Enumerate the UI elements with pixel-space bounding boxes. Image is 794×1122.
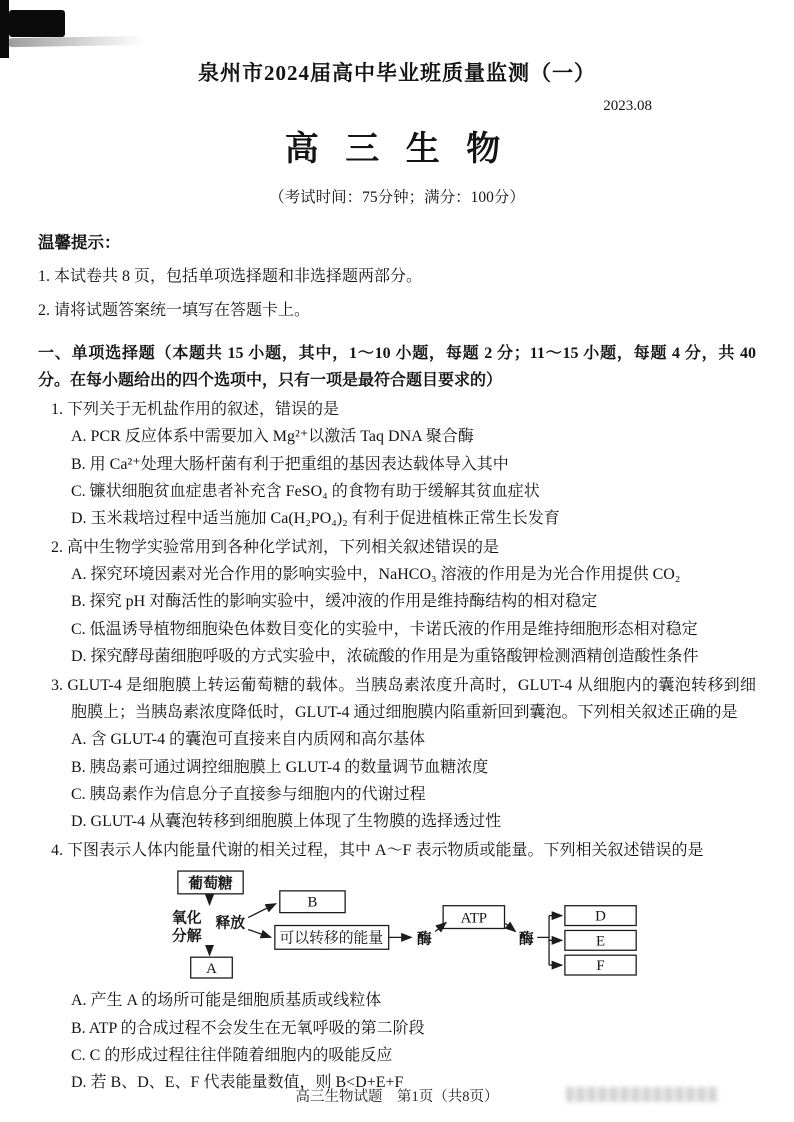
section-heading: 一、单项选择题（本题共 15 小题，其中，1～10 小题，每题 2 分；11～15 小题，每题 4 分，共 40 分。在每小题给出的四个选项中，只有一项是最符合题目要求的）: [38, 344, 756, 389]
question-2-option-d: D. 探究酵母菌细胞呼吸的方式实验中，浓硫酸的作用是为重铬酸钾检测酒精创造酸性条件: [71, 647, 699, 665]
arrow-to-b: [248, 904, 276, 918]
glucose-label: 葡萄糖: [188, 876, 233, 893]
question-2: [51, 534, 756, 670]
question-3-option-a: A. 含 GLUT-4 的囊泡可直接来自内质网和高尔基体: [71, 731, 426, 749]
question-1-option-d: D. 玉米栽培过程中适当施加 Ca(H₂PO₄)₂ 有利于促进植株正常生长发育: [71, 509, 560, 527]
question-4-option-b: B. ATP 的合成过程不会发生在无氧呼吸的第二阶段: [71, 1019, 425, 1037]
question-2-option-a: A. 探究环境因素对光合作用的影响实验中，NaHCO₃ 溶液的作用是为光合作用提供 CO₂: [71, 566, 681, 584]
arrow-atp-to-enzyme: [506, 924, 516, 932]
enzyme-right-label: 酶: [518, 931, 534, 948]
arrow-enzyme-to-atp: [435, 923, 446, 932]
energy-metabolism-diagram: [163, 868, 756, 985]
question-4-stem: 4. 下图表示人体内能量代谢的相关过程，其中 A～F 表示物质或能量。下列相关叙述错误的是: [51, 842, 704, 860]
release-label: 释放: [215, 915, 246, 932]
question-1-option-c: C. 镰状细胞贫血症患者补充含 FeSO₄ 的食物有助于缓解其贫血症状: [71, 482, 540, 500]
enzyme-left-label: 酶: [416, 931, 432, 948]
b-label: B: [307, 895, 318, 912]
question-4-option-c: C. C 的形成过程往往伴随着细胞内的吸能反应: [71, 1046, 393, 1064]
notice-block: [38, 229, 756, 323]
question-3-option-b: B. 胰岛素可通过调控细胞膜上 GLUT-4 的数量调节血糖浓度: [71, 758, 489, 776]
question-1: [51, 396, 756, 532]
notice-item-1: 1. 本试卷共 8 页，包括单项选择题和非选择题两部分。: [38, 268, 423, 286]
page-footer: 高三生物试题 第1页（共8页）: [295, 1089, 499, 1106]
question-4-options: [71, 987, 756, 1096]
question-4-option-a: A. 产生 A 的场所可能是细胞质基质或线粒体: [71, 992, 382, 1010]
question-3-option-c: C. 胰岛素作为信息分子直接参与细胞内的代谢过程: [71, 785, 426, 803]
question-3-option-d: D. GLUT-4 从囊泡转移到细胞膜上体现了生物膜的选择透过性: [71, 812, 502, 830]
question-4: [51, 837, 756, 1096]
question-2-options: [71, 561, 756, 670]
question-3-stem: 3. GLUT-4 是细胞膜上转运葡萄糖的载体。当胰岛素浓度升高时，GLUT-4 从细胞内的囊泡转移到细胞膜上；当胰岛素浓度降低时，GLUT-4 通过细胞膜内陷重新回到囊泡。下列相关叙述正确的是: [51, 677, 756, 722]
question-4-option-d: D. 若 B、D、E、F 代表能量数值，则 B<D+E+F: [71, 1073, 404, 1091]
question-1-stem: 1. 下列关于无机盐作用的叙述，错误的是: [51, 401, 340, 419]
scan-artifact-bar: [9, 10, 65, 37]
f-label: F: [596, 958, 605, 975]
question-3: [51, 672, 756, 835]
arrow-to-energy: [248, 930, 271, 938]
exam-title: 泉州市2024届高中毕业班质量监测（一）: [198, 61, 596, 85]
question-3-options: [71, 726, 756, 835]
notice-item-2: 2. 请将试题答案统一填写在答题卡上。: [38, 301, 311, 319]
transfer-energy-label: 可以转移的能量: [279, 930, 384, 947]
oxidize-label-2: 分解: [171, 928, 202, 945]
page-content: [0, 56, 794, 1096]
question-1-option-b: B. 用 Ca²⁺处理大肠杆菌有利于把重组的基因表达载体导入其中: [71, 455, 509, 473]
e-label: E: [596, 933, 606, 950]
d-label: D: [595, 908, 606, 925]
scan-artifact-edge: [0, 0, 9, 58]
subject-title: 高 三 生 物: [284, 131, 510, 169]
a-label: A: [206, 961, 217, 978]
question-2-stem: 2. 高中生物学实验常用到各种化学试剂，下列相关叙述错误的是: [51, 539, 500, 557]
question-1-option-a: A. PCR 反应体系中需要加入 Mg²⁺以激活 Taq DNA 聚合酶: [71, 428, 474, 446]
question-2-option-c: C. 低温诱导植物细胞染色体数目变化的实验中，卡诺氏液的作用是维持细胞形态相对稳定: [71, 620, 698, 638]
atp-label: ATP: [460, 910, 488, 927]
notice-title: 温馨提示：: [38, 233, 121, 253]
oxidize-label-1: 氧化: [171, 910, 202, 927]
exam-date: 2023.08: [603, 97, 652, 114]
exam-meta: （考试时间：75分钟；满分：100分）: [269, 188, 525, 206]
scan-artifact-smudge: [8, 36, 146, 47]
question-1-options: [71, 423, 756, 532]
question-2-option-b: B. 探究 pH 对酶活性的影响实验中，缓冲液的作用是维持酶结构的相对稳定: [71, 593, 598, 611]
